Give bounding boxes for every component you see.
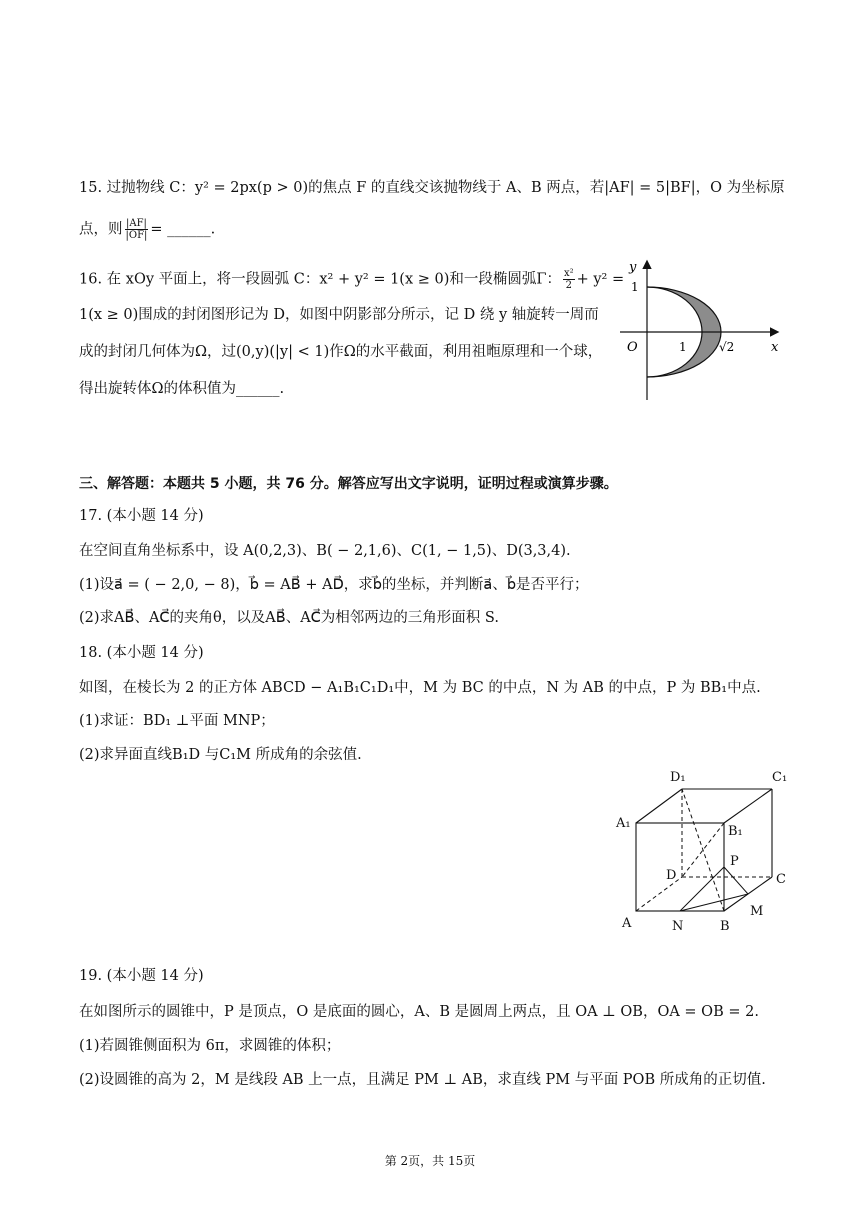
segment-BD1 bbox=[682, 789, 724, 911]
q15-frac-num: |AF| bbox=[125, 218, 147, 229]
q19-head: 19. (本小题 14 分) bbox=[79, 968, 204, 984]
y-axis-label: y bbox=[629, 260, 637, 275]
q16-line1 bbox=[79, 268, 624, 291]
q17-head: 17. (本小题 14 分) bbox=[79, 508, 204, 524]
q19-line2: (1)若圆锥侧面积为 6π，求圆锥的体积； bbox=[79, 1038, 341, 1054]
section3-heading: 三、解答题：本题共 5 小题，共 76 分。解答应写出文字说明，证明过程或演算步骤。 bbox=[79, 476, 618, 492]
segment-NM bbox=[680, 894, 748, 911]
tick-sqrt2-x: √2 bbox=[719, 340, 735, 354]
page-footer: 第 2页，共 15页 bbox=[384, 1154, 476, 1168]
q17-line3: (2)求AB⃗、AC⃗的夹角θ，以及AB⃗、AC⃗为相邻两边的三角形面积 S. bbox=[79, 610, 499, 626]
edge-B1C1 bbox=[724, 789, 772, 823]
label-D: D bbox=[666, 868, 677, 883]
q16-fraction bbox=[563, 268, 575, 291]
q16-frac-den: 2 bbox=[565, 280, 572, 291]
tick-1-y: 1 bbox=[631, 280, 639, 294]
label-A1: A₁ bbox=[616, 816, 631, 831]
q16-line1-pre: 16. 在 xOy 平面上，将一段圆弧 C：x² + y² = 1(x ≥ 0)和一段椭圆弧Γ： bbox=[79, 271, 561, 288]
q15-line2-pre: 点，则 bbox=[79, 221, 123, 238]
q15-fraction bbox=[125, 218, 149, 241]
q15-line2 bbox=[79, 218, 215, 241]
segment-PM bbox=[724, 867, 748, 894]
q16-figure bbox=[615, 255, 790, 405]
q16-line4: 得出旋转体Ω的体积值为______. bbox=[79, 381, 285, 397]
q15-line2-post: = ______. bbox=[150, 221, 216, 238]
q16-line3: 成的封闭几何体为Ω，过(0,y)(|y| < 1)作Ω的水平截面，利用祖暅原理和一个球， bbox=[79, 344, 603, 360]
q16-line1-post: + y² = bbox=[576, 271, 625, 288]
label-M: M bbox=[750, 904, 764, 919]
q17-line1: 在空间直角坐标系中，设 A(0,2,3)、B( − 2,1,6)、C(1, − 1,5)、D(3,3,4). bbox=[79, 543, 571, 559]
label-C1: C₁ bbox=[772, 770, 788, 785]
segment-NP bbox=[680, 867, 724, 911]
q19-line1: 在如图所示的圆锥中，P 是顶点，O 是底面的圆心，A、B 是圆周上两点，且 OA ⊥ OB，OA = OB = 2. bbox=[79, 1004, 759, 1020]
q18-line1: 如图，在棱长为 2 的正方体 ABCD − A₁B₁C₁D₁中，M 为 BC 的中点，N 为 AB 的中点，P 为 BB₁中点. bbox=[79, 680, 761, 696]
q16-line2: 1(x ≥ 0)围成的封闭图形记为 D，如图中阴影部分所示，记 D 绕 y 轴旋转一周而 bbox=[79, 307, 599, 323]
cube-front-face bbox=[636, 823, 724, 911]
label-A: A bbox=[622, 916, 632, 931]
q18-line3: (2)求异面直线B₁D 与C₁M 所成角的余弦值. bbox=[79, 747, 362, 763]
q17-line2: (1)设a⃗ = ( − 2,0, − 8)，b⃗ = AB⃗ + AD⃗，求b⃗的坐标，并判断a⃗、b⃗是否平行； bbox=[79, 577, 589, 593]
q19-line3: (2)设圆锥的高为 2，M 是线段 AB 上一点，且满足 PM ⊥ AB，求直线 PM 与平面 POB 所成角的正切值. bbox=[79, 1072, 766, 1088]
label-C: C bbox=[776, 872, 786, 887]
label-N: N bbox=[672, 919, 684, 934]
q16-frac-num: x² bbox=[563, 268, 574, 279]
label-B1: B₁ bbox=[728, 824, 743, 839]
label-B: B bbox=[720, 919, 730, 934]
q18-line2: (1)求证：BD₁ ⊥平面 MNP； bbox=[79, 713, 275, 729]
edge-A1D1 bbox=[636, 789, 682, 823]
tick-1-x: 1 bbox=[679, 340, 687, 354]
q15-frac-den: |OF| bbox=[125, 230, 148, 241]
label-P: P bbox=[730, 854, 739, 869]
q18-cube-figure bbox=[610, 765, 800, 940]
q15-line1: 15. 过抛物线 C：y² = 2px(p > 0)的焦点 F 的直线交该抛物线于 A、B 两点，若|AF| = 5|BF|，O 为坐标原 bbox=[79, 180, 785, 196]
label-D1: D₁ bbox=[670, 770, 686, 785]
q18-head: 18. (本小题 14 分) bbox=[79, 645, 204, 661]
origin-label: O bbox=[627, 340, 638, 355]
x-axis-label: x bbox=[771, 340, 779, 355]
